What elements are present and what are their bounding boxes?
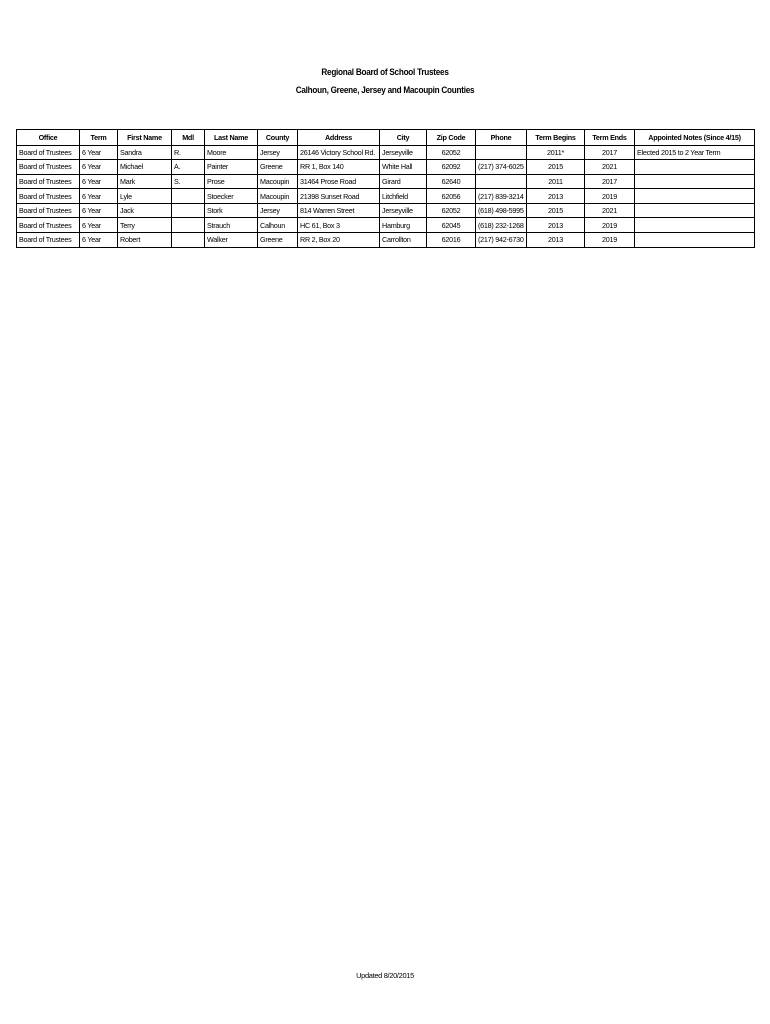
header-last-name: Last Name <box>205 130 258 146</box>
cell-term-begins: 2015 <box>527 160 585 175</box>
cell-city: Hamburg <box>380 218 427 233</box>
cell-county: Greene <box>258 233 298 248</box>
header-address: Address <box>298 130 380 146</box>
document-title: Regional Board of School Trustees <box>321 67 449 78</box>
header-zip-code: Zip Code <box>427 130 476 146</box>
cell-term-ends: 2017 <box>585 145 635 160</box>
cell-county: Jersey <box>258 203 298 218</box>
cell-term-ends: 2019 <box>585 189 635 204</box>
cell-zip-code: 62640 <box>427 174 476 189</box>
cell-phone: (217) 942-6730 <box>476 233 527 248</box>
cell-middle <box>172 218 205 233</box>
cell-zip-code: 62016 <box>427 233 476 248</box>
updated-footer: Updated 8/20/2015 <box>356 971 414 980</box>
cell-office: Board of Trustees <box>17 145 80 160</box>
header-city: City <box>380 130 427 146</box>
cell-term-begins: 2013 <box>527 218 585 233</box>
cell-middle <box>172 233 205 248</box>
cell-term: 6 Year <box>80 160 118 175</box>
cell-term-ends: 2021 <box>585 160 635 175</box>
cell-term: 6 Year <box>80 189 118 204</box>
cell-office: Board of Trustees <box>17 189 80 204</box>
cell-middle: A. <box>172 160 205 175</box>
cell-term: 6 Year <box>80 233 118 248</box>
cell-middle <box>172 189 205 204</box>
cell-phone: (217) 374-6025 <box>476 160 527 175</box>
cell-term-begins: 2013 <box>527 233 585 248</box>
cell-appointed-notes <box>635 233 755 248</box>
cell-first-name: Lyle <box>118 189 172 204</box>
cell-county: Macoupin <box>258 189 298 204</box>
cell-city: Jerseyville <box>380 203 427 218</box>
cell-address: RR 1, Box 140 <box>298 160 380 175</box>
cell-last-name: Painter <box>205 160 258 175</box>
cell-term: 6 Year <box>80 145 118 160</box>
cell-phone: (618) 498-5995 <box>476 203 527 218</box>
cell-address: 21398 Sunset Road <box>298 189 380 204</box>
document-title-block <box>0 64 770 100</box>
cell-middle: R. <box>172 145 205 160</box>
cell-appointed-notes <box>635 203 755 218</box>
cell-term-ends: 2017 <box>585 174 635 189</box>
cell-first-name: Robert <box>118 233 172 248</box>
cell-office: Board of Trustees <box>17 160 80 175</box>
cell-zip-code: 62052 <box>427 145 476 160</box>
trustees-table <box>16 129 755 248</box>
cell-appointed-notes <box>635 218 755 233</box>
cell-term: 6 Year <box>80 218 118 233</box>
cell-phone <box>476 174 527 189</box>
header-term-ends: Term Ends <box>585 130 635 146</box>
cell-last-name: Strauch <box>205 218 258 233</box>
table-row <box>17 203 755 218</box>
cell-middle <box>172 203 205 218</box>
cell-county: Greene <box>258 160 298 175</box>
cell-office: Board of Trustees <box>17 174 80 189</box>
cell-term-begins: 2011* <box>527 145 585 160</box>
cell-last-name: Moore <box>205 145 258 160</box>
cell-term-ends: 2019 <box>585 233 635 248</box>
cell-appointed-notes <box>635 160 755 175</box>
cell-appointed-notes: Elected 2015 to 2 Year Term <box>635 145 755 160</box>
cell-phone <box>476 145 527 160</box>
cell-city: Carrollton <box>380 233 427 248</box>
cell-county: Calhoun <box>258 218 298 233</box>
document-subtitle: Calhoun, Greene, Jersey and Macoupin Counties <box>295 85 475 96</box>
cell-first-name: Terry <box>118 218 172 233</box>
cell-address: RR 2, Box 20 <box>298 233 380 248</box>
cell-zip-code: 62052 <box>427 203 476 218</box>
cell-term-begins: 2015 <box>527 203 585 218</box>
cell-zip-code: 62056 <box>427 189 476 204</box>
cell-term-ends: 2019 <box>585 218 635 233</box>
cell-city: Jerseyville <box>380 145 427 160</box>
cell-last-name: Walker <box>205 233 258 248</box>
cell-office: Board of Trustees <box>17 203 80 218</box>
cell-first-name: Sandra <box>118 145 172 160</box>
table-row <box>17 160 755 175</box>
header-office: Office <box>17 130 80 146</box>
header-term: Term <box>80 130 118 146</box>
cell-office: Board of Trustees <box>17 233 80 248</box>
cell-city: White Hall <box>380 160 427 175</box>
cell-middle: S. <box>172 174 205 189</box>
table-row <box>17 174 755 189</box>
cell-term: 6 Year <box>80 174 118 189</box>
table-row <box>17 218 755 233</box>
header-phone: Phone <box>476 130 527 146</box>
cell-address: 31464 Prose Road <box>298 174 380 189</box>
table-row <box>17 145 755 160</box>
cell-last-name: Stork <box>205 203 258 218</box>
cell-office: Board of Trustees <box>17 218 80 233</box>
header-term-begins: Term Begins <box>527 130 585 146</box>
table-header-row <box>17 130 755 146</box>
cell-phone: (217) 839-3214 <box>476 189 527 204</box>
cell-last-name: Stoecker <box>205 189 258 204</box>
cell-address: 814 Warren Street <box>298 203 380 218</box>
header-first-name: First Name <box>118 130 172 146</box>
cell-appointed-notes <box>635 174 755 189</box>
cell-city: Girard <box>380 174 427 189</box>
table-row <box>17 189 755 204</box>
cell-appointed-notes <box>635 189 755 204</box>
cell-term: 6 Year <box>80 203 118 218</box>
header-appointed-notes: Appointed Notes (Since 4/15) <box>635 130 755 146</box>
cell-city: Litchfield <box>380 189 427 204</box>
cell-county: Macoupin <box>258 174 298 189</box>
cell-first-name: Mark <box>118 174 172 189</box>
cell-last-name: Prose <box>205 174 258 189</box>
cell-county: Jersey <box>258 145 298 160</box>
cell-zip-code: 62045 <box>427 218 476 233</box>
cell-term-begins: 2013 <box>527 189 585 204</box>
cell-address: 26146 Victory School Rd. <box>298 145 380 160</box>
cell-term-begins: 2011 <box>527 174 585 189</box>
table-row <box>17 233 755 248</box>
header-county: County <box>258 130 298 146</box>
cell-address: HC 61, Box 3 <box>298 218 380 233</box>
cell-zip-code: 62092 <box>427 160 476 175</box>
cell-term-ends: 2021 <box>585 203 635 218</box>
cell-first-name: Michael <box>118 160 172 175</box>
cell-phone: (618) 232-1268 <box>476 218 527 233</box>
header-middle: Mdl <box>172 130 205 146</box>
cell-first-name: Jack <box>118 203 172 218</box>
